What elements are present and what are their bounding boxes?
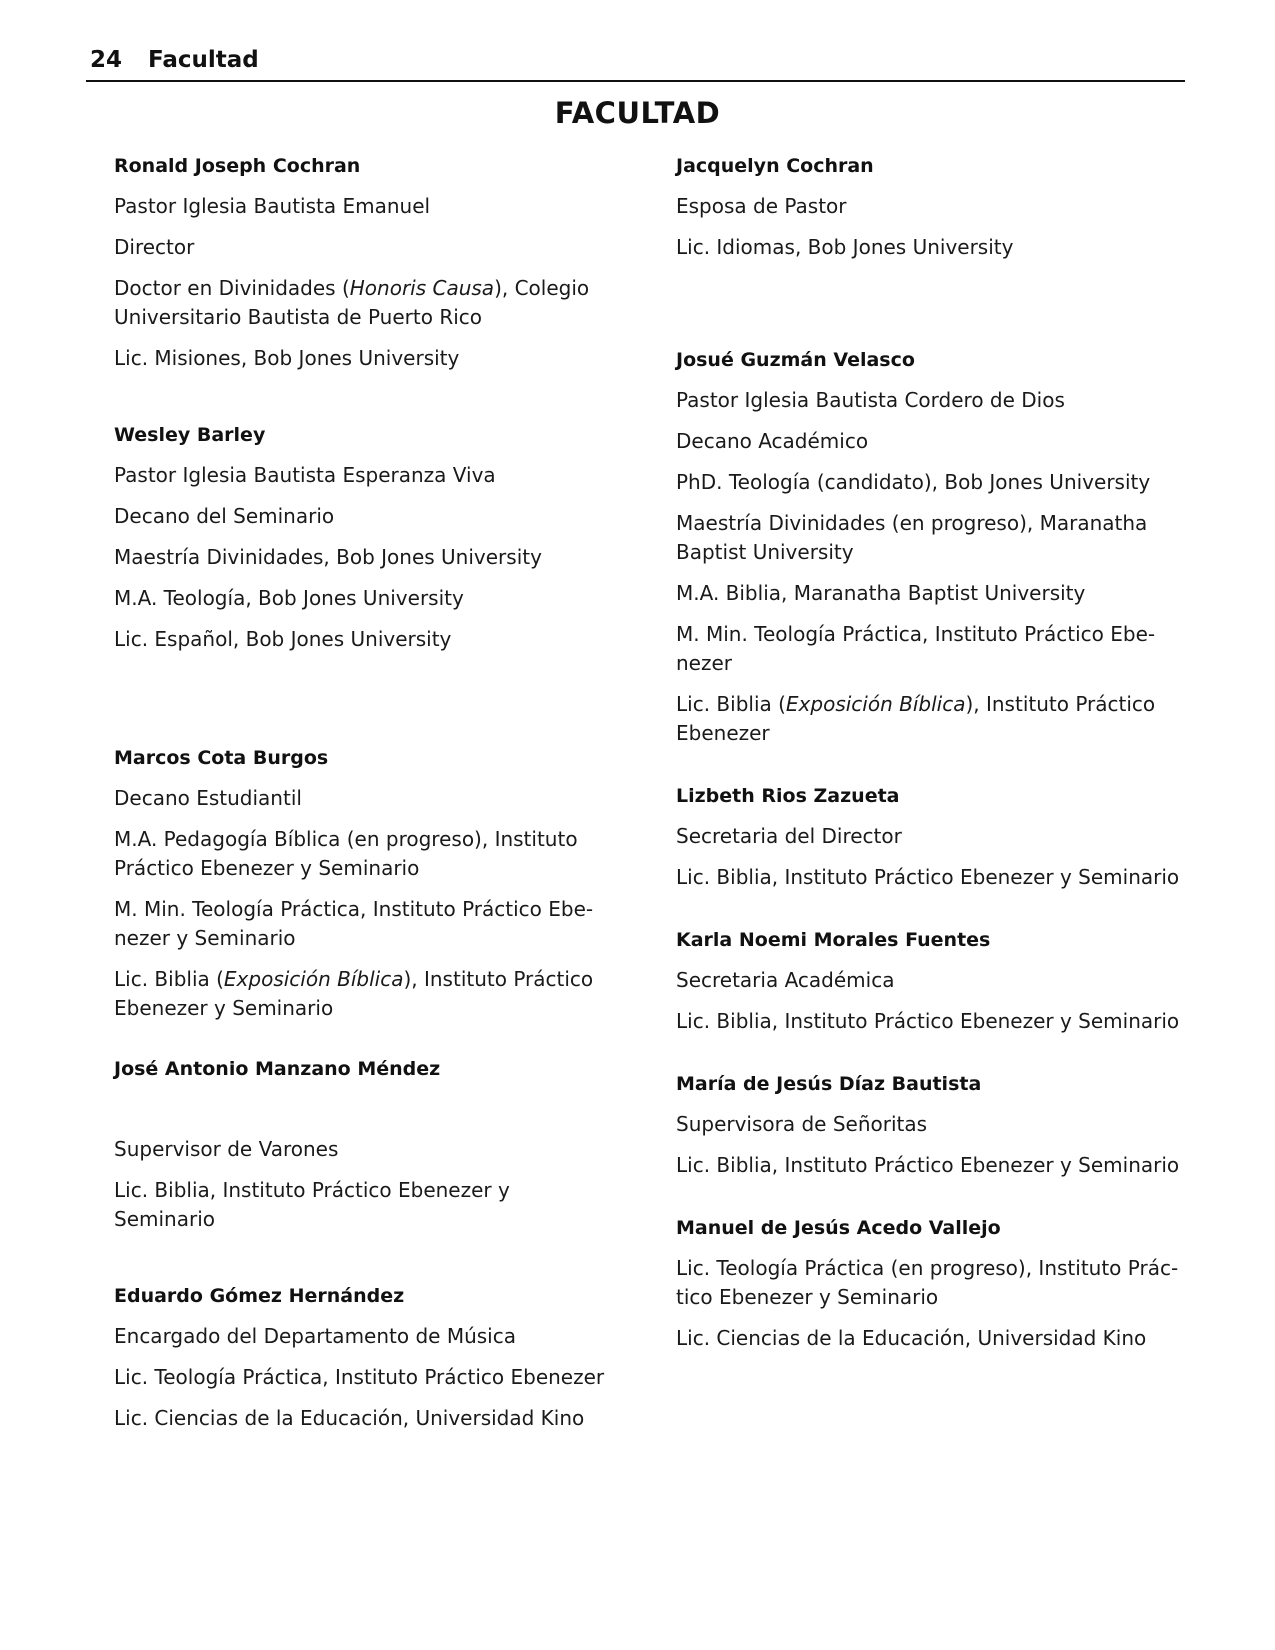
detail-text: Decano Estudiantil	[114, 786, 302, 810]
faculty-member	[114, 152, 614, 373]
faculty-detail	[114, 1363, 614, 1392]
faculty-detail	[114, 461, 614, 490]
faculty-detail	[114, 233, 614, 262]
faculty-name: Jacquelyn Cochran	[676, 155, 874, 177]
detail-text: Esposa de Pastor	[676, 194, 847, 218]
faculty-name: José Antonio Manzano Méndez	[114, 1058, 441, 1080]
faculty-detail	[114, 274, 614, 332]
faculty-detail	[114, 584, 614, 613]
detail-text: Secretaria Académica	[676, 968, 895, 992]
faculty-member	[114, 1282, 614, 1433]
detail-text: PhD. Teología (candidato), Bob Jones University	[676, 470, 1151, 494]
detail-text: ), Instituto Práctico Ebenezer y Seminario	[114, 967, 594, 1020]
detail-text: Lic. Biblia, Instituto Práctico Ebenezer y Seminario	[676, 1153, 1180, 1177]
page-title: FACULTAD	[554, 96, 721, 130]
faculty-detail	[114, 502, 614, 531]
faculty-member	[676, 1214, 1186, 1353]
faculty-detail	[676, 509, 1186, 567]
running-header	[90, 47, 259, 73]
faculty-detail	[114, 965, 614, 1023]
detail-text: Pastor Iglesia Bautista Esperanza Viva	[114, 463, 496, 487]
faculty-detail	[676, 1151, 1186, 1180]
detail-text: Supervisora de Señoritas	[676, 1112, 928, 1136]
detail-text: Lic. Ciencias de la Educación, Universidad Kino	[114, 1406, 585, 1430]
faculty-member	[676, 926, 1186, 1036]
faculty-detail	[114, 625, 614, 654]
faculty-detail	[676, 1007, 1186, 1036]
detail-text: ), Instituto Práctico Ebenezer	[676, 692, 1156, 745]
detail-text: M.A. Teología, Bob Jones University	[114, 586, 464, 610]
faculty-detail	[114, 1135, 614, 1164]
faculty-detail	[114, 1404, 614, 1433]
detail-text: Lic. Biblia (	[114, 967, 224, 991]
faculty-member	[114, 1055, 614, 1234]
faculty-detail	[114, 825, 614, 883]
faculty-detail	[676, 468, 1186, 497]
page-number: 24	[90, 47, 123, 73]
faculty-detail	[676, 863, 1186, 892]
detail-text: Lic. Español, Bob Jones University	[114, 627, 452, 651]
detail-text: Lic. Misiones, Bob Jones University	[114, 346, 460, 370]
faculty-name: Ronald Joseph Cochran	[114, 155, 361, 177]
italic-text: Exposición Bíblica	[785, 692, 966, 716]
faculty-member	[114, 744, 614, 1023]
faculty-detail	[676, 386, 1186, 415]
detail-text: Decano del Seminario	[114, 504, 335, 528]
running-title: Facultad	[148, 47, 259, 73]
detail-text: Pastor Iglesia Bautista Emanuel	[114, 194, 431, 218]
faculty-member	[676, 782, 1186, 892]
faculty-detail	[676, 1324, 1186, 1353]
faculty-detail	[676, 1110, 1186, 1139]
faculty-detail	[676, 1254, 1186, 1312]
faculty-detail	[114, 784, 614, 813]
faculty-detail	[676, 579, 1186, 608]
faculty-member	[676, 1070, 1186, 1180]
detail-text: Doctor en Divinidades (	[114, 276, 350, 300]
faculty-name: Eduardo Gómez Hernández	[114, 1285, 405, 1307]
detail-text: Lic. Teología Práctica (en progreso), Instituto Prác-tico Ebenezer y Seminario	[676, 1256, 1179, 1309]
detail-text: ), Colegio Universitario Bautista de Puerto Rico	[114, 276, 590, 329]
faculty-name: Marcos Cota Burgos	[114, 747, 329, 769]
detail-text: Maestría Divinidades, Bob Jones University	[114, 545, 542, 569]
faculty-name: Wesley Barley	[114, 424, 266, 446]
faculty-detail	[676, 690, 1186, 748]
detail-text: M. Min. Teología Práctica, Instituto Práctico Ebe-nezer	[676, 622, 1156, 675]
faculty-name: Josué Guzmán Velasco	[676, 349, 915, 371]
detail-text: Decano Académico	[676, 429, 869, 453]
faculty-detail	[114, 543, 614, 572]
faculty-detail	[114, 192, 614, 221]
detail-text: M. Min. Teología Práctica, Instituto Práctico Ebe-nezer y Seminario	[114, 897, 594, 950]
detail-text: Lic. Biblia, Instituto Práctico Ebenezer y Seminario	[114, 1178, 510, 1231]
italic-text: Exposición Bíblica	[223, 967, 404, 991]
faculty-detail	[114, 1322, 614, 1351]
detail-text: Lic. Biblia (	[676, 692, 786, 716]
faculty-name: María de Jesús Díaz Bautista	[676, 1073, 982, 1095]
faculty-member	[114, 421, 614, 654]
faculty-member	[676, 152, 1186, 262]
detail-text: Pastor Iglesia Bautista Cordero de Dios	[676, 388, 1065, 412]
detail-text: Maestría Divinidades (en progreso), Maranatha Baptist University	[676, 511, 1148, 564]
faculty-detail	[114, 344, 614, 373]
faculty-detail	[676, 192, 1186, 221]
faculty-detail	[114, 895, 614, 953]
header-rule	[86, 80, 1185, 82]
faculty-detail	[676, 822, 1186, 851]
detail-text: Director	[114, 235, 195, 259]
faculty-detail	[676, 620, 1186, 678]
faculty-detail	[676, 233, 1186, 262]
left-column	[114, 152, 614, 1445]
italic-text: Honoris Causa	[349, 276, 495, 300]
detail-text: Supervisor de Varones	[114, 1137, 339, 1161]
detail-text: Lic. Idiomas, Bob Jones University	[676, 235, 1014, 259]
faculty-name: Karla Noemi Morales Fuentes	[676, 929, 991, 951]
faculty-detail	[114, 1176, 614, 1234]
detail-text: M.A. Biblia, Maranatha Baptist University	[676, 581, 1086, 605]
faculty-name: Manuel de Jesús Acedo Vallejo	[676, 1217, 1001, 1239]
detail-text: Lic. Biblia, Instituto Práctico Ebenezer y Seminario	[676, 865, 1180, 889]
faculty-name: Lizbeth Rios Zazueta	[676, 785, 900, 807]
faculty-member	[676, 346, 1186, 748]
detail-text: Secretaria del Director	[676, 824, 902, 848]
faculty-detail	[676, 427, 1186, 456]
detail-text: M.A. Pedagogía Bíblica (en progreso), Instituto Práctico Ebenezer y Seminario	[114, 827, 578, 880]
right-column	[676, 152, 1186, 1365]
detail-text: Lic. Ciencias de la Educación, Universidad Kino	[676, 1326, 1147, 1350]
detail-text: Lic. Teología Práctica, Instituto Práctico Ebenezer	[114, 1365, 605, 1389]
detail-text: Encargado del Departamento de Música	[114, 1324, 516, 1348]
faculty-detail	[676, 966, 1186, 995]
detail-text: Lic. Biblia, Instituto Práctico Ebenezer y Seminario	[676, 1009, 1180, 1033]
